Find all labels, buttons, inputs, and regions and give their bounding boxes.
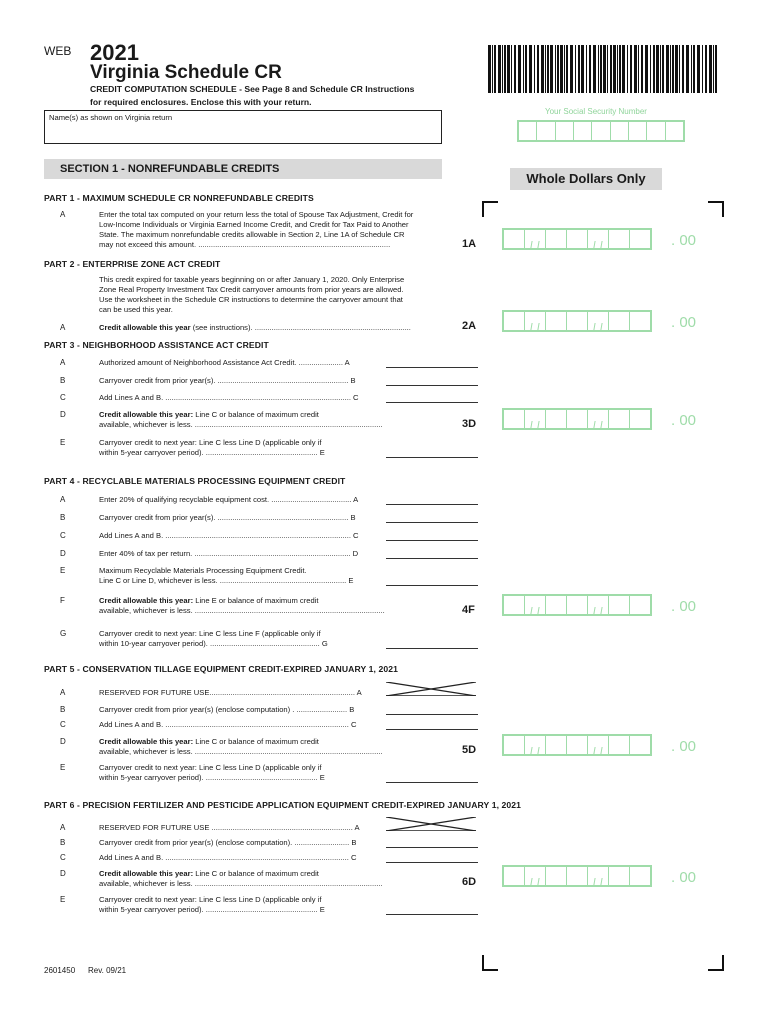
part6-e-l2: within 5-year carryover period). ..................................................... E [99,905,325,914]
part3-d-rest: Line C or balance of maximum credit [193,410,319,419]
part5-e-field[interactable] [386,782,478,783]
form-number: 2601450 [44,966,76,975]
part4-d-field[interactable] [386,558,478,559]
names-label: Name(s) as shown on Virginia return [49,113,173,122]
line-code-4f: 4F [462,604,475,616]
part6-d-rest: Line C or balance of maximum credit [193,869,319,878]
part5-b-letter: B [60,705,66,714]
ssn-label: Your Social Security Number [545,107,647,116]
section1-band [44,159,442,179]
part6-c-field[interactable] [386,862,478,863]
ssn-field[interactable] [517,120,685,142]
part2-a-text [99,323,479,333]
part4-c-field[interactable] [386,540,478,541]
line-code-5d: 5D [462,744,477,756]
part6-d-letter: D [60,869,66,878]
part4-b-letter: B [60,513,66,522]
part6-c-letter: C [60,853,66,862]
part5-b-field[interactable] [386,714,478,715]
part3-e-letter: E [60,438,66,447]
part4-e-field[interactable] [386,585,478,586]
part6-b-text: Carryover credit from prior year(s) (enclose computation). .......................... B [99,838,357,847]
part4-g-field[interactable] [386,648,478,649]
part4-f-letter: F [60,596,65,605]
cents-4f: . 00 [671,598,697,615]
part4-f-rest: Line E or balance of maximum credit [193,596,319,605]
amount-field-5d[interactable] [502,734,652,756]
part3-e-field[interactable] [386,457,478,458]
part5-e-l1: Carryover credit to next year: Line C less Line D (applicable only if [99,763,322,772]
part5-e-text [99,763,389,783]
line-code-3d: 3D [462,418,477,430]
part6-b-field[interactable] [386,847,478,848]
part4-e-letter: E [60,566,66,575]
part6-e-text [99,895,389,915]
part2-note-l2: Zone Real Property Investment Tax Credit carryover amounts from prior years are allowed. [99,285,404,294]
part5-c-letter: C [60,720,66,729]
part5-d-rest: Line C or balance of maximum credit [193,737,319,746]
form-subtitle: CREDIT COMPUTATION SCHEDULE - See Page 8 and Schedule CR Instructions [90,84,415,94]
part4-g-l1: Carryover credit to next year: Line C less Line F (applicable only if [99,629,321,638]
part2-note-l1: This credit expired for taxable years beginning on or after January 1, 2020. Only Enterprise [99,275,405,284]
part4-d-text: Enter 40% of tax per return. .......................................................................... D [99,549,359,558]
part3-a-letter: A [60,358,66,367]
corner-mark-tl [482,201,498,217]
part5-e-l2: within 5-year carryover period). ..................................................... E [99,773,325,782]
part4-g-letter: G [60,629,67,638]
form-subtitle-2: for required enclosures. Enclose this with your return. [90,97,312,107]
part4-f-bold: Credit allowable this year: [99,596,194,605]
part2-note [99,275,479,315]
reserved-cross-5a [386,682,476,696]
part4-e-l2: Line C or Line D, whichever is less. ............................................................ E [99,576,354,585]
part4-b-text: Carryover credit from prior year(s). .............................................................. B [99,513,356,522]
part1-a-text [99,210,479,250]
amount-field-3d[interactable] [502,408,652,430]
part2-note-l4: can be used this year. [99,305,173,314]
part6-d-text [99,869,464,889]
part3-d-l2: available, whichever is less. ......................................................................................... [99,420,383,429]
part3-title: PART 3 - NEIGHBORHOOD ASSISTANCE ACT CREDIT [44,340,269,350]
part3-c-letter: C [60,393,66,402]
part4-g-text [99,629,389,649]
cents-1a: . 00 [671,232,697,249]
cents-2a: . 00 [671,314,697,331]
part4-d-letter: D [60,549,66,558]
part4-title: PART 4 - RECYCLABLE MATERIALS PROCESSING EQUIPMENT CREDIT [44,476,346,486]
part3-c-field[interactable] [386,402,478,403]
part1-a-letter: A [60,210,66,219]
part5-d-bold: Credit allowable this year: [99,737,194,746]
part6-e-field[interactable] [386,914,478,915]
part1-a-l4: may not exceed this amount. ........................................................................................... [99,240,391,249]
part3-b-letter: B [60,376,66,385]
part3-d-text [99,410,464,430]
part6-d-l2: available, whichever is less. ......................................................................................... [99,879,383,888]
part3-c-text: Add Lines A and B. ........................................................................................ C [99,393,359,402]
part5-c-text: Add Lines A and B. ....................................................................................... C [99,720,357,729]
cents-3d: . 00 [671,412,697,429]
part1-a-l1: Enter the total tax computed on your return less the total of Spouse Tax Adjustment, Credit for [99,210,414,219]
part4-a-field[interactable] [386,504,478,505]
part5-e-letter: E [60,763,66,772]
part6-a-text: RESERVED FOR FUTURE USE ................................................................... A [99,823,360,832]
part5-title: PART 5 - CONSERVATION TILLAGE EQUIPMENT CREDIT-EXPIRED JANUARY 1, 2021 [44,664,398,674]
line-code-6d: 6D [462,876,477,888]
part6-b-letter: B [60,838,66,847]
barcode [488,45,718,93]
part4-a-text: Enter 20% of qualifying recyclable equipment cost. ...................................... A [99,495,359,504]
part3-b-field[interactable] [386,385,478,386]
whole-dollars-label: Whole Dollars Only [526,171,646,186]
line-code-1a: 1A [462,238,477,250]
part2-a-rest: (see instructions). .......................................................................... [190,323,411,332]
part2-a-bold: Credit allowable this year [99,323,191,332]
amount-field-2a[interactable] [502,310,652,332]
names-field[interactable] [44,110,442,144]
part3-d-bold: Credit allowable this year: [99,410,194,419]
part3-e-l2: within 5-year carryover period). ..................................................... E [99,448,325,457]
amount-field-6d[interactable] [502,865,652,887]
part5-b-text: Carryover credit from prior year(s) (enclose computation) . ........................ B [99,705,355,714]
part1-title: PART 1 - MAXIMUM SCHEDULE CR NONREFUNDABLE CREDITS [44,193,314,203]
part2-title: PART 2 - ENTERPRISE ZONE ACT CREDIT [44,259,221,269]
part4-c-letter: C [60,531,66,540]
part3-a-text: Authorized amount of Neighborhood Assistance Act Credit. ..................... A [99,358,350,367]
part3-b-text: Carryover credit from prior year(s). .............................................................. B [99,376,356,385]
web-label: WEB [44,44,72,58]
cents-6d: . 00 [671,869,697,886]
corner-mark-br [708,955,724,971]
part3-d-letter: D [60,410,66,419]
part4-e-text [99,566,389,586]
whole-dollars-band [510,168,662,190]
revision-date: Rev. 09/21 [88,966,127,975]
part2-note-l3: Use the worksheet in the Schedule CR instructions to determine the carryover amount that [99,295,403,304]
part2-a-letter: A [60,323,66,332]
part5-d-l2: available, whichever is less. ......................................................................................... [99,747,383,756]
part4-g-l2: within 10-year carryover period). .................................................... G [99,639,328,648]
part5-d-text [99,737,464,757]
part4-a-letter: A [60,495,66,504]
amount-field-4f[interactable] [502,594,652,616]
corner-mark-tr [708,201,724,217]
line-code-2a: 2A [462,320,477,332]
part5-a-text: RESERVED FOR FUTURE USE..................................................................... A [99,688,362,697]
part5-a-letter: A [60,688,66,697]
part3-a-field[interactable] [386,367,478,368]
part1-a-l2: Low-Income Individuals or Virginia Earned Income Credit, and Credit for Tax Paid to Another [99,220,409,229]
section1-title: SECTION 1 - NONREFUNDABLE CREDITS [60,163,280,175]
reserved-cross-6a [386,817,476,831]
part6-c-text: Add Lines A and B. ....................................................................................... C [99,853,357,862]
cents-5d: . 00 [671,738,697,755]
amount-field-1a[interactable] [502,228,652,250]
part4-f-l2: available, whichever is less. .......................................................................................... [99,606,385,615]
part5-d-letter: D [60,737,66,746]
part6-e-l1: Carryover credit to next year: Line C less Line D (applicable only if [99,895,322,904]
part6-title: PART 6 - PRECISION FERTILIZER AND PESTICIDE APPLICATION EQUIPMENT CREDIT-EXPIRED JANUARY 1, 2021 [44,800,522,810]
form-title: Virginia Schedule CR [90,62,282,83]
part4-b-field[interactable] [386,522,478,523]
part4-f-text [99,596,464,616]
part3-e-text [99,438,389,458]
part3-e-l1: Carryover credit to next year: Line C less Line D (applicable only if [99,438,322,447]
part6-a-letter: A [60,823,66,832]
form-year: 2021 [90,40,139,65]
part6-d-bold: Credit allowable this year: [99,869,194,878]
part4-c-text: Add Lines A and B. ........................................................................................ C [99,531,359,540]
corner-mark-bl [482,955,498,971]
part1-a-l3: State. The maximum nonrefundable credits allowable in Section 2, Line 1A of Schedule CR [99,230,405,239]
part5-c-field[interactable] [386,729,478,730]
part4-e-l1: Maximum Recyclable Materials Processing Equipment Credit. [99,566,307,575]
part6-e-letter: E [60,895,66,904]
